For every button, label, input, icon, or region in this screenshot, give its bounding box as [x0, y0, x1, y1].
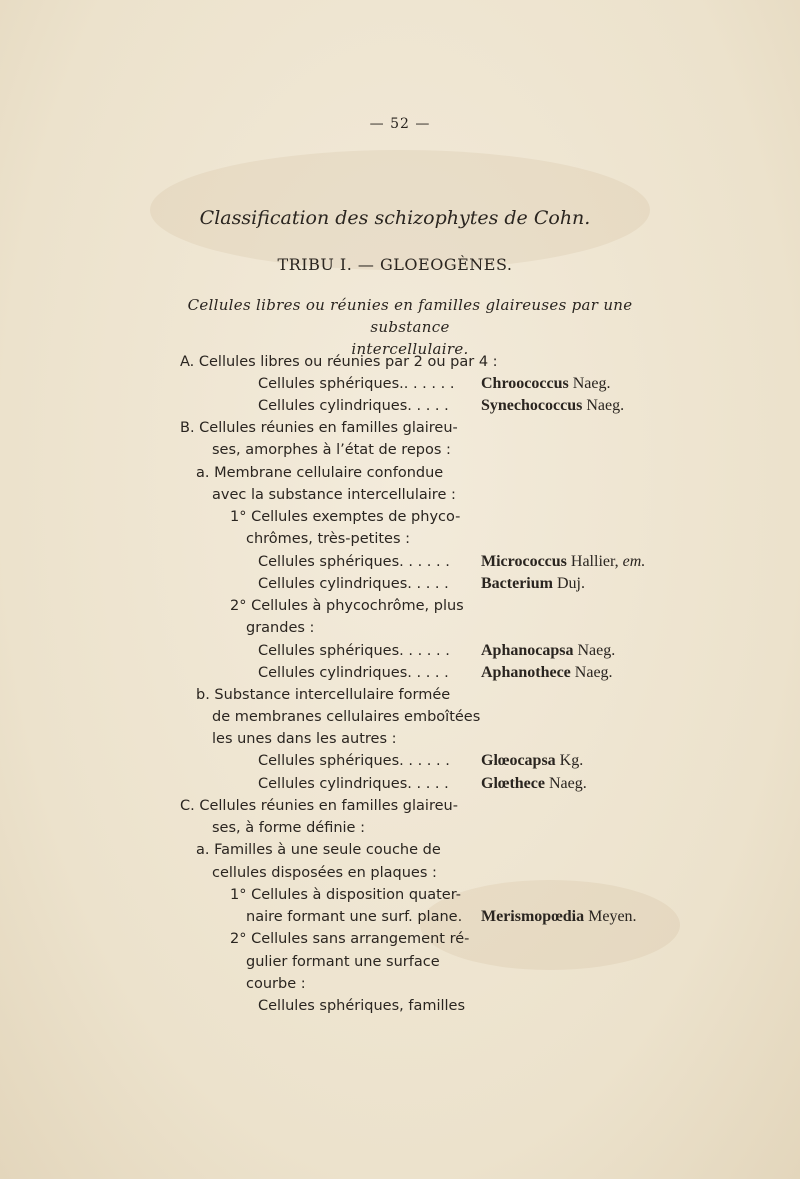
genus-entry	[481, 773, 587, 795]
genus-name: Aphanothece	[481, 664, 571, 681]
key-line: chrômes, très-petites :	[246, 531, 411, 547]
genus-name: Micrococcus	[481, 553, 567, 570]
key-line: cellules disposées en plaques :	[212, 865, 437, 881]
key-line: B. Cellules réunies en familles glaireu-	[180, 420, 458, 436]
page-title: Classification des schizophytes de Cohn.	[199, 207, 591, 229]
key-line: 2° Cellules à phycochrôme, plus	[230, 598, 464, 614]
key-line: grandes :	[246, 620, 315, 636]
genus-entry	[481, 640, 615, 662]
genus-entry	[481, 662, 613, 684]
genus-name: Aphanocapsa	[481, 642, 574, 659]
description-line: Cellules libres ou réunies en familles glaireuses par une substance	[187, 296, 633, 336]
key-line: Cellules sphériques. . . . . .	[258, 753, 450, 769]
genus-author: Naeg.	[548, 775, 587, 792]
key-line: Cellules sphériques.. . . . . .	[258, 376, 455, 392]
genus-name: Bacterium	[481, 575, 553, 592]
genus-author: Duj.	[556, 575, 585, 592]
genus-author: Naeg.	[586, 397, 625, 414]
genus-entry	[481, 906, 637, 928]
genus-name: Merismopœdia	[481, 908, 585, 925]
key-line: 1° Cellules exemptes de phyco-	[230, 509, 461, 525]
genus-author: Naeg.	[572, 375, 611, 392]
page-number: — 52 —	[369, 116, 431, 132]
key-line: a. Familles à une seule couche de	[196, 842, 441, 858]
key-line: Cellules cylindriques. . . . .	[258, 665, 449, 681]
key-line: Cellules sphériques. . . . . .	[258, 554, 450, 570]
key-line: a. Membrane cellulaire confondue	[196, 465, 444, 481]
genus-name: Glœocapsa	[481, 752, 556, 769]
genus-author: Naeg.	[577, 642, 616, 659]
key-line: b. Substance intercellulaire formée	[196, 687, 451, 703]
key-line: courbe :	[246, 976, 306, 992]
key-line: A. Cellules libres ou réunies par 2 ou par 4 :	[180, 354, 498, 370]
key-line: de membranes cellulaires emboîtées	[212, 709, 481, 725]
key-line: Cellules sphériques. . . . . .	[258, 643, 450, 659]
key-line: Cellules cylindriques. . . . .	[258, 398, 449, 414]
key-line: les unes dans les autres :	[212, 731, 397, 747]
key-line: Cellules sphériques, familles	[258, 998, 466, 1014]
key-line: ses, à forme définie :	[212, 820, 365, 836]
genus-entry	[481, 373, 610, 395]
genus-author: Hallier, em.	[570, 553, 646, 570]
key-line: Cellules cylindriques. . . . .	[258, 776, 449, 792]
genus-entry	[481, 551, 645, 573]
tribe-heading: TRIBU I. — GLOEOGÈNES.	[277, 255, 513, 274]
key-line: gulier formant une surface	[246, 954, 440, 970]
genus-entry	[481, 573, 585, 595]
key-line: naire formant une surf. plane.	[246, 909, 463, 925]
genus-entry	[481, 750, 583, 772]
key-line: avec la substance intercellulaire :	[212, 487, 456, 503]
key-line: 2° Cellules sans arrangement ré-	[230, 931, 470, 947]
key-line: 1° Cellules à disposition quater-	[230, 887, 461, 903]
genus-name: Synechococcus	[481, 397, 583, 414]
key-line: ses, amorphes à l’état de repos :	[212, 442, 451, 458]
genus-author: Naeg.	[574, 664, 613, 681]
genus-name: Glœthece	[481, 775, 545, 792]
genus-entry	[481, 395, 624, 417]
genus-author: Kg.	[559, 752, 584, 769]
key-line: C. Cellules réunies en familles glaireu-	[180, 798, 458, 814]
key-line: Cellules cylindriques. . . . .	[258, 576, 449, 592]
genus-author: Meyen.	[588, 908, 637, 925]
genus-name: Chroococcus	[481, 375, 569, 392]
description-line: intercellulaire.	[351, 340, 469, 358]
